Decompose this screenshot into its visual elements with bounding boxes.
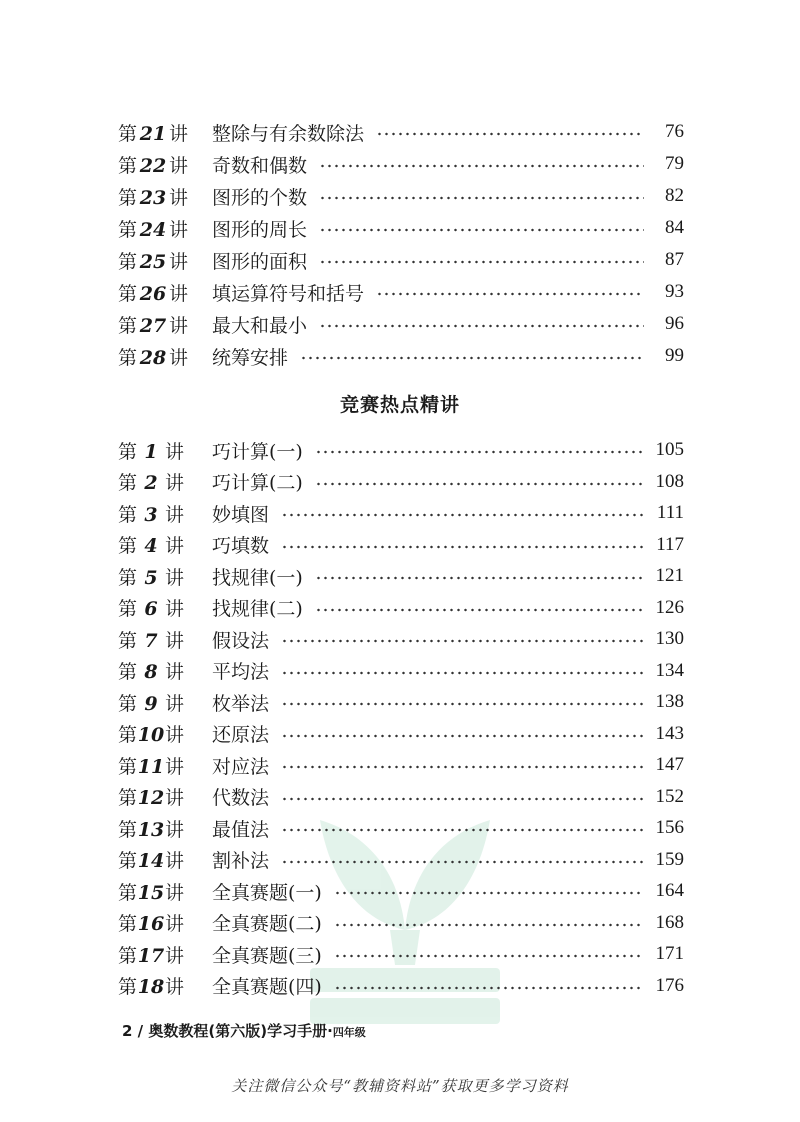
lecture-label <box>118 151 212 178</box>
dot-leader <box>376 132 644 136</box>
entry-page-number: 143 <box>655 722 684 744</box>
lecture-label <box>118 626 212 653</box>
toc-entry <box>118 116 684 148</box>
lecture-suffix: 讲 <box>165 944 185 967</box>
lecture-label <box>118 311 212 338</box>
lecture-label <box>118 119 212 146</box>
entry-title: 最值法 <box>212 818 270 841</box>
dot-leader <box>319 196 644 200</box>
lecture-number: 11 <box>137 755 165 778</box>
entry-page-number: 121 <box>655 565 684 586</box>
lecture-number: 4 <box>144 535 158 557</box>
lecture-number: 6 <box>144 598 158 620</box>
entry-title: 统筹安排 <box>212 346 289 369</box>
entry-page-number: 138 <box>655 691 684 712</box>
toc-entry <box>118 466 684 498</box>
lecture-prefix: 第 <box>118 250 138 273</box>
lecture-prefix: 第 <box>118 154 138 177</box>
lecture-label <box>118 183 212 210</box>
entry-title: 全真赛题(二) <box>212 913 322 935</box>
lecture-prefix: 第 <box>118 472 138 494</box>
entry-page-number: 134 <box>655 659 684 681</box>
dot-leader <box>281 765 644 769</box>
entry-page-number: 87 <box>665 249 684 270</box>
lecture-prefix: 第 <box>118 818 138 841</box>
lecture-number: 1 <box>144 440 158 463</box>
lecture-suffix: 讲 <box>165 881 185 904</box>
entry-title: 巧计算(一) <box>212 440 303 463</box>
lecture-label <box>118 909 212 936</box>
entry-page-number: 108 <box>655 470 684 492</box>
toc-entry <box>118 875 684 907</box>
dot-leader <box>281 639 644 643</box>
entry-title: 图形的周长 <box>212 218 308 241</box>
lecture-suffix: 讲 <box>169 122 189 145</box>
dot-leader <box>315 576 644 580</box>
lecture-label <box>118 468 212 495</box>
toc-entry <box>118 781 684 813</box>
toc-entry <box>118 244 684 276</box>
entry-page-number: 156 <box>655 817 684 838</box>
toc-entry <box>118 497 684 529</box>
lecture-label <box>118 657 212 684</box>
lecture-suffix: 讲 <box>165 755 185 778</box>
entry-title: 假设法 <box>212 629 270 652</box>
entry-title: 全真赛题(三) <box>212 944 322 967</box>
lecture-prefix: 第 <box>118 218 138 241</box>
lecture-suffix: 讲 <box>169 346 189 369</box>
toc-entry <box>118 560 684 592</box>
lecture-label <box>118 531 212 558</box>
lecture-number: 5 <box>144 566 158 589</box>
lecture-suffix: 讲 <box>165 818 185 841</box>
entry-page-number: 168 <box>655 911 684 933</box>
lecture-suffix: 讲 <box>169 314 189 337</box>
lecture-number: 16 <box>137 913 165 935</box>
entry-page-number: 96 <box>665 313 684 334</box>
lecture-number: 21 <box>139 122 167 145</box>
toc-entry <box>118 529 684 561</box>
entry-page-number: 99 <box>665 345 684 366</box>
lecture-number: 26 <box>139 282 167 305</box>
lecture-number: 24 <box>139 218 167 241</box>
entry-page-number: 147 <box>655 754 684 775</box>
entry-page-number: 105 <box>655 439 684 460</box>
lecture-label <box>118 247 212 274</box>
dot-leader <box>334 986 644 990</box>
lecture-prefix: 第 <box>118 598 138 620</box>
lecture-suffix: 讲 <box>169 154 189 177</box>
lecture-label <box>118 972 212 999</box>
lecture-suffix: 讲 <box>165 913 185 935</box>
toc-entry <box>118 148 684 180</box>
dot-leader <box>334 923 644 927</box>
lecture-prefix: 第 <box>118 881 138 904</box>
toc-entry <box>118 749 684 781</box>
entry-page-number: 117 <box>656 533 684 555</box>
lecture-prefix: 第 <box>118 282 138 305</box>
lecture-suffix: 讲 <box>165 440 185 463</box>
entry-title: 割补法 <box>212 850 270 872</box>
entry-page-number: 164 <box>655 880 684 901</box>
lecture-label <box>118 215 212 242</box>
lecture-prefix: 第 <box>118 122 138 145</box>
lecture-number: 15 <box>137 881 165 904</box>
toc-entry <box>118 844 684 876</box>
dot-leader <box>281 797 644 801</box>
dot-leader <box>315 608 644 612</box>
entry-title: 妙填图 <box>212 503 270 526</box>
toc-entry <box>118 812 684 844</box>
entry-title: 全真赛题(一) <box>212 881 322 904</box>
toc-entry <box>118 718 684 750</box>
entry-page-number: 176 <box>655 974 684 996</box>
lecture-prefix: 第 <box>118 913 138 935</box>
lecture-number: 18 <box>137 976 165 998</box>
entry-page-number: 82 <box>665 185 684 206</box>
entry-title: 整除与有余数除法 <box>212 122 365 145</box>
lecture-label <box>118 752 212 779</box>
lecture-prefix: 第 <box>118 661 138 683</box>
lecture-prefix: 第 <box>118 976 138 998</box>
dot-leader <box>319 164 644 168</box>
lecture-prefix: 第 <box>118 755 138 778</box>
lecture-suffix: 讲 <box>165 566 185 589</box>
toc-entry <box>118 212 684 244</box>
lecture-number: 8 <box>144 661 158 683</box>
dot-leader <box>281 734 644 738</box>
entry-page-number: 76 <box>665 121 684 142</box>
dot-leader <box>334 954 644 958</box>
lecture-suffix: 讲 <box>165 692 185 715</box>
footer-book-title: 奥数教程(第六版)学习手册 <box>148 1022 328 1040</box>
entry-title: 最大和最小 <box>212 314 308 337</box>
lecture-suffix: 讲 <box>165 850 185 872</box>
lecture-prefix: 第 <box>118 850 138 872</box>
lecture-suffix: 讲 <box>169 186 189 209</box>
lecture-prefix: 第 <box>118 503 138 526</box>
footer-separator: / <box>137 1022 144 1040</box>
page-footer <box>122 1020 366 1041</box>
lecture-prefix: 第 <box>118 186 138 209</box>
entry-page-number: 111 <box>656 502 684 523</box>
lecture-prefix: 第 <box>118 535 138 557</box>
lecture-label <box>118 563 212 590</box>
entry-title: 奇数和偶数 <box>212 154 308 177</box>
dot-leader <box>319 228 644 232</box>
toc-entry <box>118 308 684 340</box>
lecture-number: 22 <box>139 154 167 177</box>
lecture-prefix: 第 <box>118 566 138 589</box>
lecture-label <box>118 815 212 842</box>
toc-entry <box>118 686 684 718</box>
lecture-label <box>118 846 212 873</box>
lecture-suffix: 讲 <box>165 787 185 809</box>
lecture-label <box>118 279 212 306</box>
lecture-number: 9 <box>144 692 158 715</box>
lecture-number: 23 <box>139 186 167 209</box>
lecture-prefix: 第 <box>118 440 138 463</box>
toc-entry <box>118 340 684 372</box>
lecture-suffix: 讲 <box>165 724 185 746</box>
lecture-suffix: 讲 <box>165 535 185 557</box>
entry-title: 枚举法 <box>212 692 270 715</box>
entry-title: 图形的面积 <box>212 250 308 273</box>
dot-leader <box>281 545 644 549</box>
entry-page-number: 171 <box>655 943 684 964</box>
entry-page-number: 84 <box>665 217 684 238</box>
lecture-number: 14 <box>137 850 165 872</box>
lecture-suffix: 讲 <box>169 218 189 241</box>
lecture-label <box>118 689 212 716</box>
lecture-number: 2 <box>144 472 158 494</box>
lecture-number: 7 <box>144 629 158 652</box>
toc-entry <box>118 655 684 687</box>
dot-leader <box>281 513 644 517</box>
toc-entry <box>118 592 684 624</box>
lecture-number: 28 <box>139 346 167 369</box>
toc-entry <box>118 623 684 655</box>
lecture-label <box>118 594 212 621</box>
lecture-suffix: 讲 <box>165 472 185 494</box>
footer-dot: · <box>327 1022 333 1040</box>
lecture-number: 25 <box>139 250 167 273</box>
dot-leader <box>281 671 644 675</box>
toc-entry <box>118 938 684 970</box>
entry-title: 找规律(二) <box>212 598 303 620</box>
dot-leader <box>319 260 644 264</box>
lecture-label <box>118 878 212 905</box>
section-title: 竞赛热点精讲 <box>339 394 460 416</box>
entry-title: 找规律(一) <box>212 566 303 589</box>
lecture-prefix: 第 <box>118 346 138 369</box>
lecture-label <box>118 720 212 747</box>
toc-entry <box>118 180 684 212</box>
entry-title: 填运算符号和括号 <box>212 282 365 305</box>
lecture-label <box>118 783 212 810</box>
lecture-label <box>118 500 212 527</box>
lecture-number: 12 <box>137 787 165 809</box>
toc-entry <box>118 276 684 308</box>
entry-title: 平均法 <box>212 661 270 683</box>
toc-entry <box>118 434 684 466</box>
lecture-number: 10 <box>137 724 165 746</box>
lecture-number: 27 <box>139 314 167 337</box>
dot-leader <box>334 891 644 895</box>
lecture-prefix: 第 <box>118 629 138 652</box>
lecture-number: 13 <box>137 818 165 841</box>
entry-page-number: 126 <box>655 596 684 618</box>
dot-leader <box>315 450 644 454</box>
lecture-suffix: 讲 <box>169 250 189 273</box>
dot-leader <box>281 860 644 864</box>
toc-entry <box>118 970 684 1002</box>
lecture-prefix: 第 <box>118 314 138 337</box>
dot-leader <box>300 356 644 360</box>
entry-title: 巧计算(二) <box>212 472 303 494</box>
lecture-suffix: 讲 <box>165 976 185 998</box>
dot-leader <box>315 482 644 486</box>
entry-title: 对应法 <box>212 755 270 778</box>
footer-grade: 四年级 <box>332 1026 366 1039</box>
lecture-prefix: 第 <box>118 692 138 715</box>
entry-title: 巧填数 <box>212 535 270 557</box>
lecture-label <box>118 343 212 370</box>
watermark-text: 关注微信公众号“教辅资料站”获取更多学习资料 <box>231 1077 569 1095</box>
lecture-label <box>118 941 212 968</box>
lecture-suffix: 讲 <box>169 282 189 305</box>
entry-page-number: 93 <box>665 281 684 302</box>
toc-entry <box>118 907 684 939</box>
entry-page-number: 130 <box>655 628 684 649</box>
entry-title: 代数法 <box>212 787 270 809</box>
lecture-suffix: 讲 <box>165 661 185 683</box>
dot-leader <box>376 292 644 296</box>
entry-title: 还原法 <box>212 724 270 746</box>
entry-page-number: 159 <box>655 848 684 870</box>
entry-page-number: 152 <box>655 785 684 807</box>
lecture-prefix: 第 <box>118 724 138 746</box>
lecture-suffix: 讲 <box>165 629 185 652</box>
lecture-suffix: 讲 <box>165 503 185 526</box>
entry-title: 全真赛题(四) <box>212 976 322 998</box>
dot-leader <box>281 828 644 832</box>
lecture-label <box>118 437 212 464</box>
lecture-number: 3 <box>144 503 158 526</box>
dot-leader <box>281 702 644 706</box>
dot-leader <box>319 324 644 328</box>
lecture-prefix: 第 <box>118 787 138 809</box>
lecture-prefix: 第 <box>118 944 138 967</box>
footer-page-number: 2 <box>122 1022 133 1040</box>
entry-page-number: 79 <box>665 153 684 174</box>
lecture-suffix: 讲 <box>165 598 185 620</box>
lecture-number: 17 <box>137 944 165 967</box>
entry-title: 图形的个数 <box>212 186 308 209</box>
